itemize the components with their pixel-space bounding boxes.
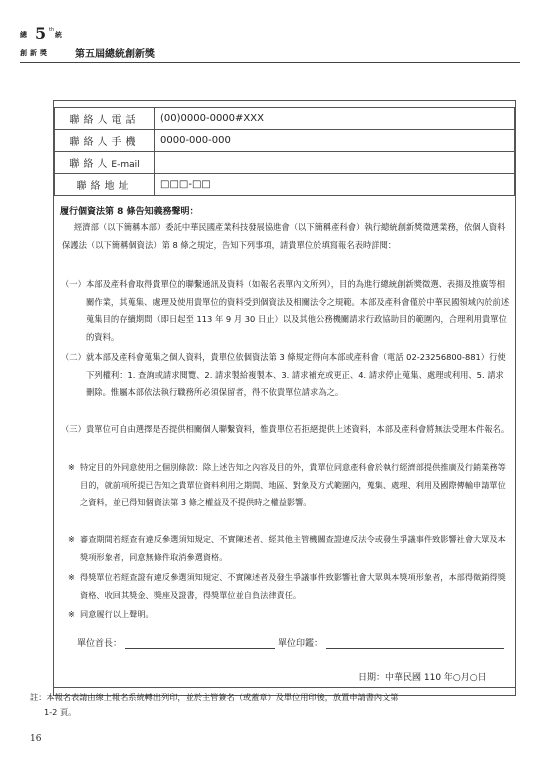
footnote-line-1: 註：本報名表請由線上報名系統轉出列印，並於主管簽名（或蓋章）及單位用印後，放置申請書內文第: [30, 692, 399, 702]
note-mark: ※: [68, 534, 75, 544]
privacy-note-2: [68, 531, 512, 566]
logo-text-3: 創新獎: [20, 49, 50, 57]
note-text: 同意履行以上聲明。: [80, 609, 154, 619]
award-logo: [20, 24, 80, 58]
privacy-note-3: [68, 569, 512, 604]
privacy-intro: 經濟部（以下簡稱本部）委託中華民國產業科技發展協進會（以下簡稱產科會）執行總統創新獎徵選業務，依個人資料保護法（以下簡稱個資法）第 8 條之規定，告知下列事項，請貴單位於填寫報名表時詳閱：: [62, 222, 506, 250]
email-label: [55, 152, 155, 174]
contact-row-address: [55, 174, 515, 196]
logo-number: 5: [35, 24, 47, 43]
header-title: 第五屆總統創新獎: [75, 49, 155, 60]
item-text: 貴單位可自由選擇是否提供相關個人聯繫資料，惟貴單位若拒絕提供上述資料，本部及產科會將無法受理本件報名。: [86, 424, 510, 434]
note-text: 得獎單位若經查證有違反參選須知規定、不實陳述者及發生爭議事件致影響社會大眾與本獎項形象者，本部得徵銷得獎資格、收回其獎金、獎座及證書，得獎單位並自負法律責任。: [80, 572, 506, 600]
mobile-label: 聯絡人手機: [55, 130, 155, 152]
phone-label: 聯絡人電話: [55, 108, 155, 130]
privacy-note-1: [68, 459, 512, 512]
privacy-title: 履行個資法第 8 條告知義務聲明：: [60, 207, 199, 217]
email-label-suffix: E-mail: [111, 160, 140, 170]
footnote-line-2: 1-2 頁。: [44, 707, 77, 717]
head-signature-label: 單位首長：: [77, 639, 123, 649]
logo-text-2: 統: [55, 31, 62, 39]
note-text: 審查期間若經查有違反參選須知規定、不實陳述者、經其他主管機關查證違反法令或發生爭議事件致影響社會大眾及本獎項形象者，同意無條件取消參選資格。: [80, 534, 506, 562]
page-header: [20, 24, 520, 64]
item-text: 就本部及產科會蒐集之個人資料，貴單位依個資法第 3 條規定得向本部或產科會（電話 02-23256800-881）行使下列權利：1. 查詢或請求閱覽、2. 請求製給複製本、3. 請求補充或更正、4. 請求停止蒐集、處理或利用、5. 請求刪除。惟屬本部依法執行職務所必須保留者，得不依貴單位請求為之。: [86, 352, 506, 397]
contact-row-phone: [55, 108, 515, 130]
address-label: 聯絡地址: [55, 174, 155, 196]
contact-table: [54, 107, 515, 196]
address-value[interactable]: □□□-□□: [155, 174, 515, 196]
item-number: （三）: [61, 424, 86, 434]
note-mark: ※: [68, 462, 75, 472]
form-frame: [53, 100, 516, 696]
email-label-main: 聯絡人: [69, 159, 112, 170]
seal-signature-line[interactable]: [326, 638, 504, 649]
contact-row-mobile: [55, 130, 515, 152]
logo-superscript: th: [49, 27, 55, 33]
seal-signature: [278, 636, 504, 649]
date-line-text: 日期：中華民國 110 年○月○日: [358, 673, 487, 683]
note-mark: ※: [68, 572, 75, 582]
footnote: [30, 690, 510, 720]
bottom-divider: [54, 687, 515, 688]
note-mark: ※: [68, 609, 75, 619]
head-signature-line[interactable]: [125, 638, 275, 649]
head-signature: [77, 636, 275, 649]
email-value[interactable]: [155, 152, 515, 174]
privacy-note-4: [68, 606, 512, 624]
seal-signature-label: 單位印鑑：: [278, 639, 324, 649]
note-text: 特定目的外同意使用之個別條款：除上述告知之內容及目的外，貴單位同意產科會於執行經濟部提供推廣及行銷業務等目的，就前項所提已告知之貴單位資料利用之期間、地區、對象及方式範圍內，蒐集、處理、利用及國際傳輸申請單位之資料，並已得知個資法第 3 條之權益及不提供時之權益影響。: [80, 462, 506, 507]
header-divider: [20, 62, 520, 63]
privacy-item-3: [61, 421, 511, 439]
item-text: 本部及產科會取得貴單位的聯繫通訊及資料（如報名表單內文所列），目的為進行總統創新獎徵選、表揚及推廣等相關作業，其蒐集、處理及使用貴單位的資料受到個資法及相關法令之規範。本部及產科會僅於中華民國領域內於前述蒐集目的存續期間（即日起至 113 年 9 月 30 日止）以及其他公務機關請求行政協助目的範圍內，合理利用貴單位的資料。: [86, 279, 510, 342]
privacy-item-1: [61, 276, 511, 346]
page-number: 16: [30, 734, 42, 744]
phone-value[interactable]: (00)0000-0000#XXX: [155, 108, 515, 130]
item-number: （二）: [61, 352, 86, 362]
logo-text-1: 總: [20, 31, 27, 39]
privacy-item-2: [61, 349, 511, 402]
contact-row-email: [55, 152, 515, 174]
mobile-value[interactable]: 0000-000-000: [155, 130, 515, 152]
item-number: （一）: [61, 279, 86, 289]
